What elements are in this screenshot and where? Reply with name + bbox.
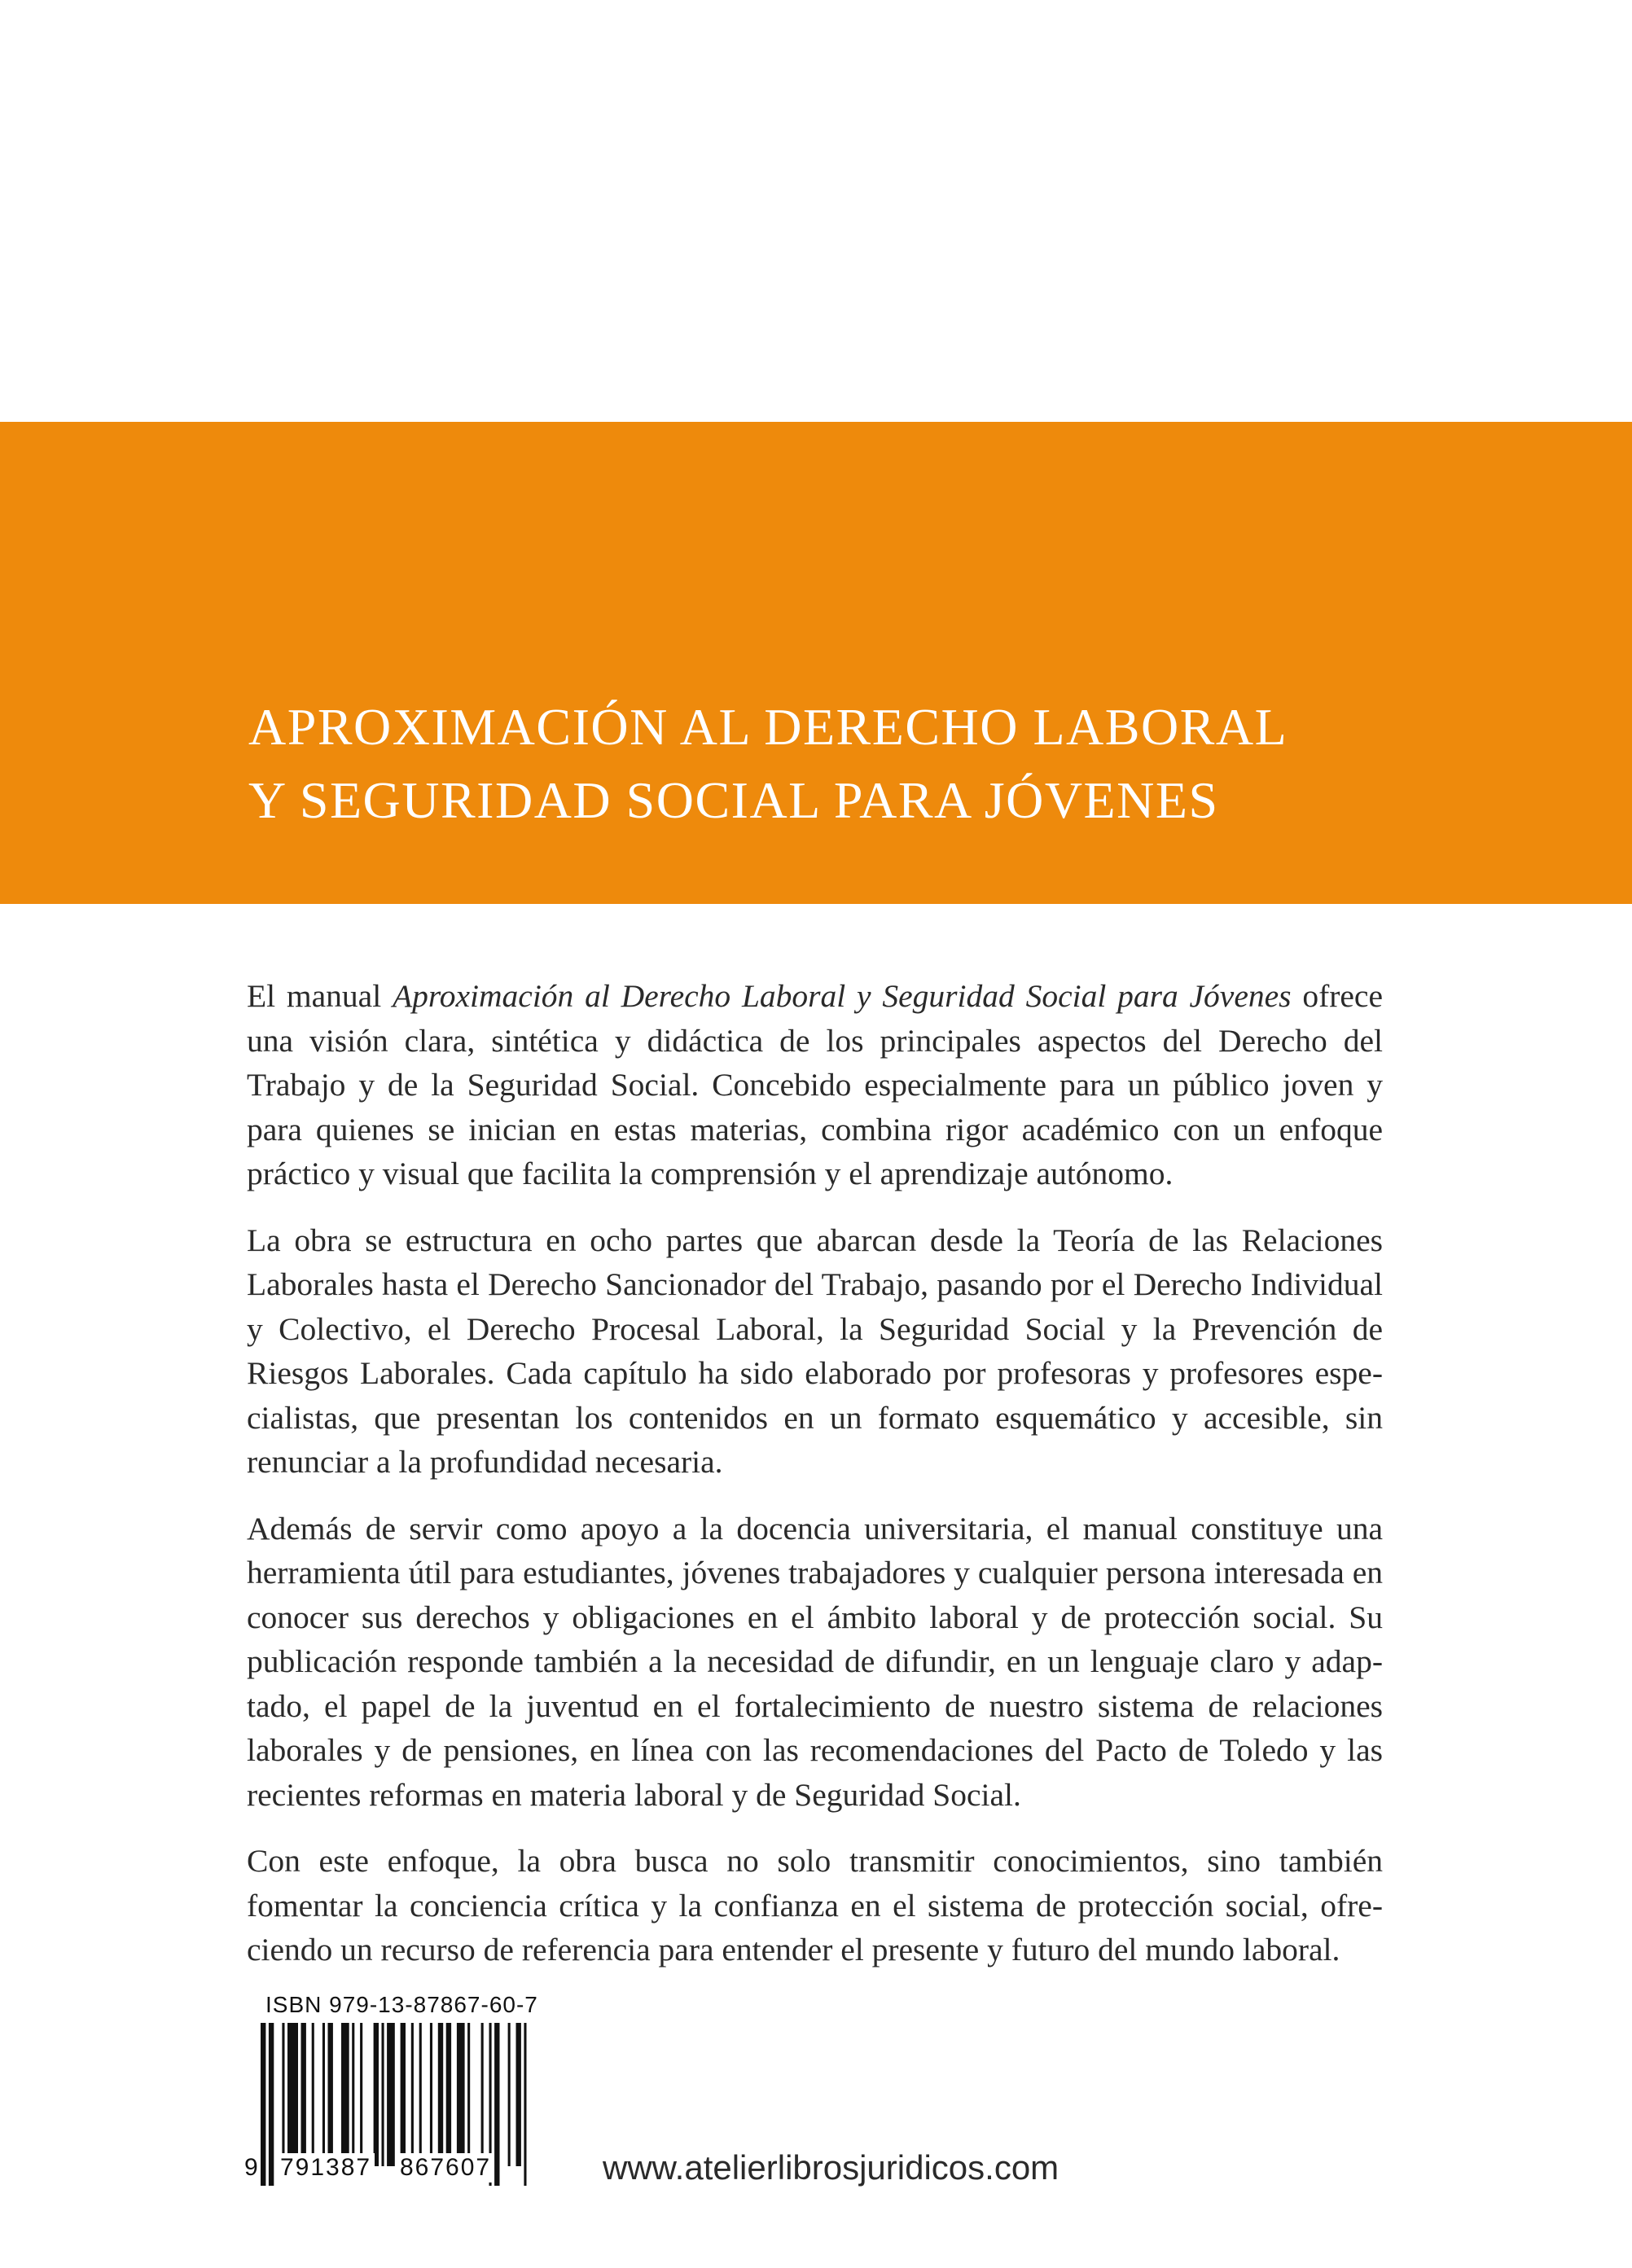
barcode-bar: [494, 2023, 499, 2186]
barcode-bar: [524, 2023, 526, 2186]
barcode-bar: [287, 2023, 298, 2166]
blurb-paragraph-2: La obra se estructura en ocho partes que abarcan desde la Teoría de las Relaciones Laborales hasta el Derecho Sancionador del Trabajo, pasando por el Derecho Individual y Colectivo, el Derecho Procesal Laboral, la Seguridad Social y la Prevención de Riesgos Laborales. Cada capítulo ha sido elaborado por profesoras y profesores especialistas, que presentan los contenidos en un formato esquemático y accesible, sin renunciar a la profundidad necesaria.: [247, 1222, 1383, 1480]
blurb-text: [247, 974, 1383, 1972]
blurb-book-title-italic: Aproximación al Derecho Laboral y Seguridad Social para Jóvenes: [392, 978, 1292, 1014]
barcode-bar: [508, 2023, 511, 2166]
blurb-paragraph-4: Con este enfoque, la obra busca no solo transmitir conocimientos, sino también fomentar la conciencia crítica y la confianza en el sistema de protección social, ofreciendo un recurso de referencia para entender el presente y futuro del mundo laboral.: [247, 1843, 1383, 1968]
barcode-bar: [261, 2023, 265, 2186]
barcode-bar: [352, 2023, 354, 2166]
barcode-bar: [419, 2023, 422, 2166]
barcode-bar: [282, 2023, 284, 2166]
blurb-intro: El manual: [247, 978, 393, 1014]
barcode-digits-right: 867607: [397, 2153, 494, 2182]
book-title: [248, 691, 1288, 837]
publisher-website: www.atelierlibrosjuridicos.com: [603, 2148, 1059, 2187]
barcode-bar: [360, 2023, 362, 2166]
blurb-paragraph-1-rest: ofrece una visión clara, sintética y didáctica de los principales aspectos del Derecho del Trabajo y de la Seguridad Social. Concebido especialmente para un público joven y para quienes se inician en estas materias, combina rigor académico con un enfoque práctico y visual que facilita la comprensión y el aprendizaje autónomo.: [247, 978, 1383, 1191]
barcode-bar: [374, 2023, 379, 2166]
book-title-line-1: APROXIMACIÓN AL DERECHO LABORAL: [248, 698, 1288, 756]
barcode-bar: [438, 2023, 443, 2166]
barcode-bar: [457, 2023, 465, 2166]
barcode-bar: [467, 2023, 470, 2166]
isbn-label: ISBN 979-13-87867-60-7: [265, 1992, 538, 2017]
barcode-bar: [516, 2023, 521, 2166]
barcode-bar: [430, 2023, 432, 2166]
barcode-bar: [301, 2023, 306, 2166]
barcode-bar: [446, 2023, 451, 2166]
barcode-bar: [411, 2023, 414, 2166]
barcode-bar: [341, 2023, 349, 2166]
barcode-bar: [269, 2023, 274, 2186]
barcode-digit-first: 9: [244, 2154, 260, 2181]
barcode-digits-left: 791387: [277, 2153, 375, 2182]
barcode-bar: [328, 2023, 333, 2166]
barcode-bar: [387, 2023, 395, 2166]
barcode-bar: [401, 2023, 406, 2166]
barcode-bar: [382, 2023, 384, 2166]
barcode-bar: [312, 2023, 314, 2166]
blurb-paragraph-3: Además de servir como apoyo a la docencia universitaria, el manual constituye una herramienta útil para estudiantes, jóvenes trabajadores y cualquier persona interesada en conocer sus derechos y obligaciones en el ámbito laboral y de protección social. Su publicación responde también a la necesidad de difundir, en un lenguaje claro y adaptado, el papel de la juventud en el fortalecimiento de nuestro sistema de relaciones laborales y de pensiones, en línea con las recomendaciones del Pacto de Toledo y las recientes reformas en materia laboral y de Seguridad Social.: [247, 1510, 1383, 1813]
barcode-bar: [481, 2023, 484, 2166]
blurb-paragraph-1: [247, 974, 1383, 1196]
book-title-line-2: Y SEGURIDAD SOCIAL PARA JÓVENES: [248, 771, 1219, 829]
barcode-bar: [322, 2023, 325, 2166]
